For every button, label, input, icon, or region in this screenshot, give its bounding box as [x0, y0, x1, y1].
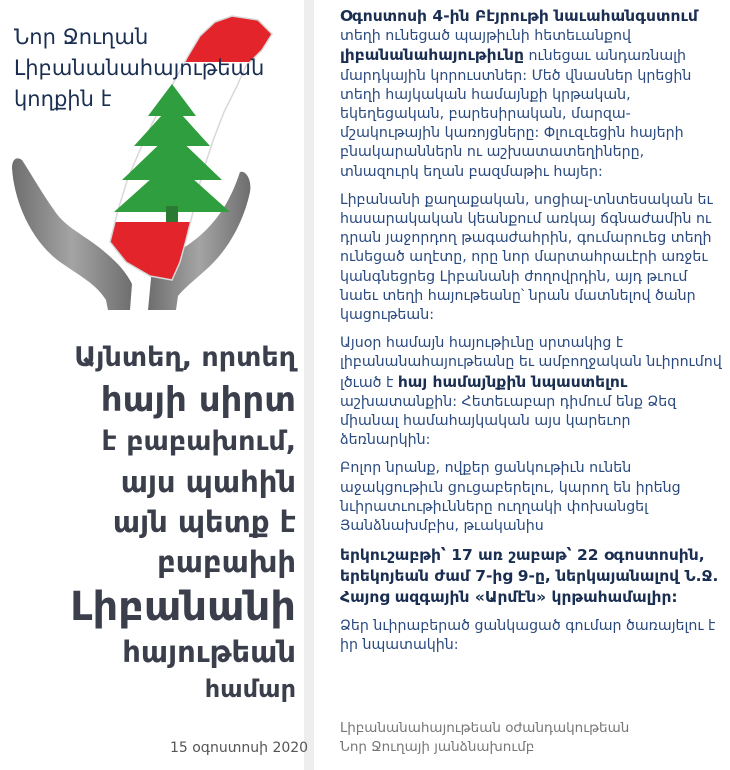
paragraph-2: Լիբանանի քաղաքական, սոցիալ-տնտեսական եւ հասարակական կեանքում առկայ ճգնաժամին ու դրան յաջորդող թագաժահրին, գումարուեց տեղի ունեցած աղէտը, որը նոր մարտահրաւէրի առջեւ կանգնեցրեց Լիբանանի ժողովրդին, այդ թւում նաեւ տեղի հայութեանը՝ նրան մատնելով ծանր կացութեան: — [340, 191, 713, 324]
paragraph-3 — [340, 334, 725, 450]
emphasis-text: հայ համայնքին նպաստելու — [397, 372, 628, 391]
slogan-line: հայութեան — [122, 635, 296, 669]
logo-title-line: Լիբանանահայութեան — [14, 56, 265, 80]
slogan-line: այն պետք է — [112, 505, 296, 539]
text-run: աշխատանքին: Հետեւաբար դիմում ենք Ձեզ միանալ համահայկական այս կարեւոր ձեռնարկին: — [340, 393, 677, 449]
text-run: տեղի ունեցած պայթիւնի հետեւանքով — [340, 28, 631, 45]
logo-title-line: կողքին է — [14, 87, 112, 111]
slogan-line: բաբախի — [157, 545, 296, 579]
article-lead: Օգոստոսի 4-ին Բէյրութի նաւահանգստում — [340, 7, 698, 25]
page-divider — [304, 0, 314, 770]
footer-line: Նոր Ջուղայի յանձնախումբ — [340, 739, 535, 755]
logo-title — [14, 22, 274, 115]
paragraph-4: Բոլոր նրանք, ովքեր ցանկութիւն ունեն աջակցութիւն ցուցաբերելու, կարող են իրենց նւիրատւութիւնները ուղղակի փոխանցել Յանձնախմբիս, թւականիս — [340, 460, 681, 535]
publication-date: 15 օգոստոսի 2020 — [170, 740, 309, 756]
emphasis-text: լիբանանահայութիւնը — [340, 46, 524, 65]
event-schedule: երկուշաբթի՝ 17 առ շաբաթ՝ 22 օգոստոսին, երեկոյեան ժամ 7-ից 9-ը, ներկայանալով Ն.Ջ. Հայոց ազգային «Արմէն» կրթահամալիր: — [340, 546, 719, 607]
footer-line: Լիբանանահայութեան օժանդակութեան — [340, 720, 630, 736]
slogan-line: է բաբախում, — [101, 426, 296, 457]
logo-title-line: Նոր Ջուղան — [14, 25, 149, 49]
slogan-line: Այնտեղ, որտեղ — [74, 342, 296, 373]
text-run: ունեցաւ անդառնալի մարդկային կորուստներ: Մեծ վնասներ կրեցին տեղի հայկական համայնքի կրթական, եկեղեցական, բարեսիրական, մարզա-մշակութային կառոյցները: Փլուզւեցին հայերի բնակարաններն ու աշխատատեղիները, տնազուրկ եղան բազմաթիւ հայեր: — [340, 48, 692, 180]
slogan-line: այս պահին — [120, 465, 296, 499]
slogan-line: Լիբանանի — [70, 584, 296, 630]
paragraph-1 — [340, 6, 725, 182]
paragraph-6: Ձեր նւիրաբերած ցանկացած գումար ծառայելու է իր նպատակին: — [340, 618, 716, 654]
article-body — [340, 6, 725, 665]
signature-footer — [340, 719, 720, 757]
slogan-line: հայի սիրտ — [100, 380, 296, 420]
slogan — [10, 338, 296, 706]
slogan-line: համար — [204, 675, 296, 703]
text-run: Այսօր համայն հայութիւնը սրտակից է լիբանանահայութեանը եւ ամբողջական նւիրումով լծւած է — [340, 335, 722, 391]
